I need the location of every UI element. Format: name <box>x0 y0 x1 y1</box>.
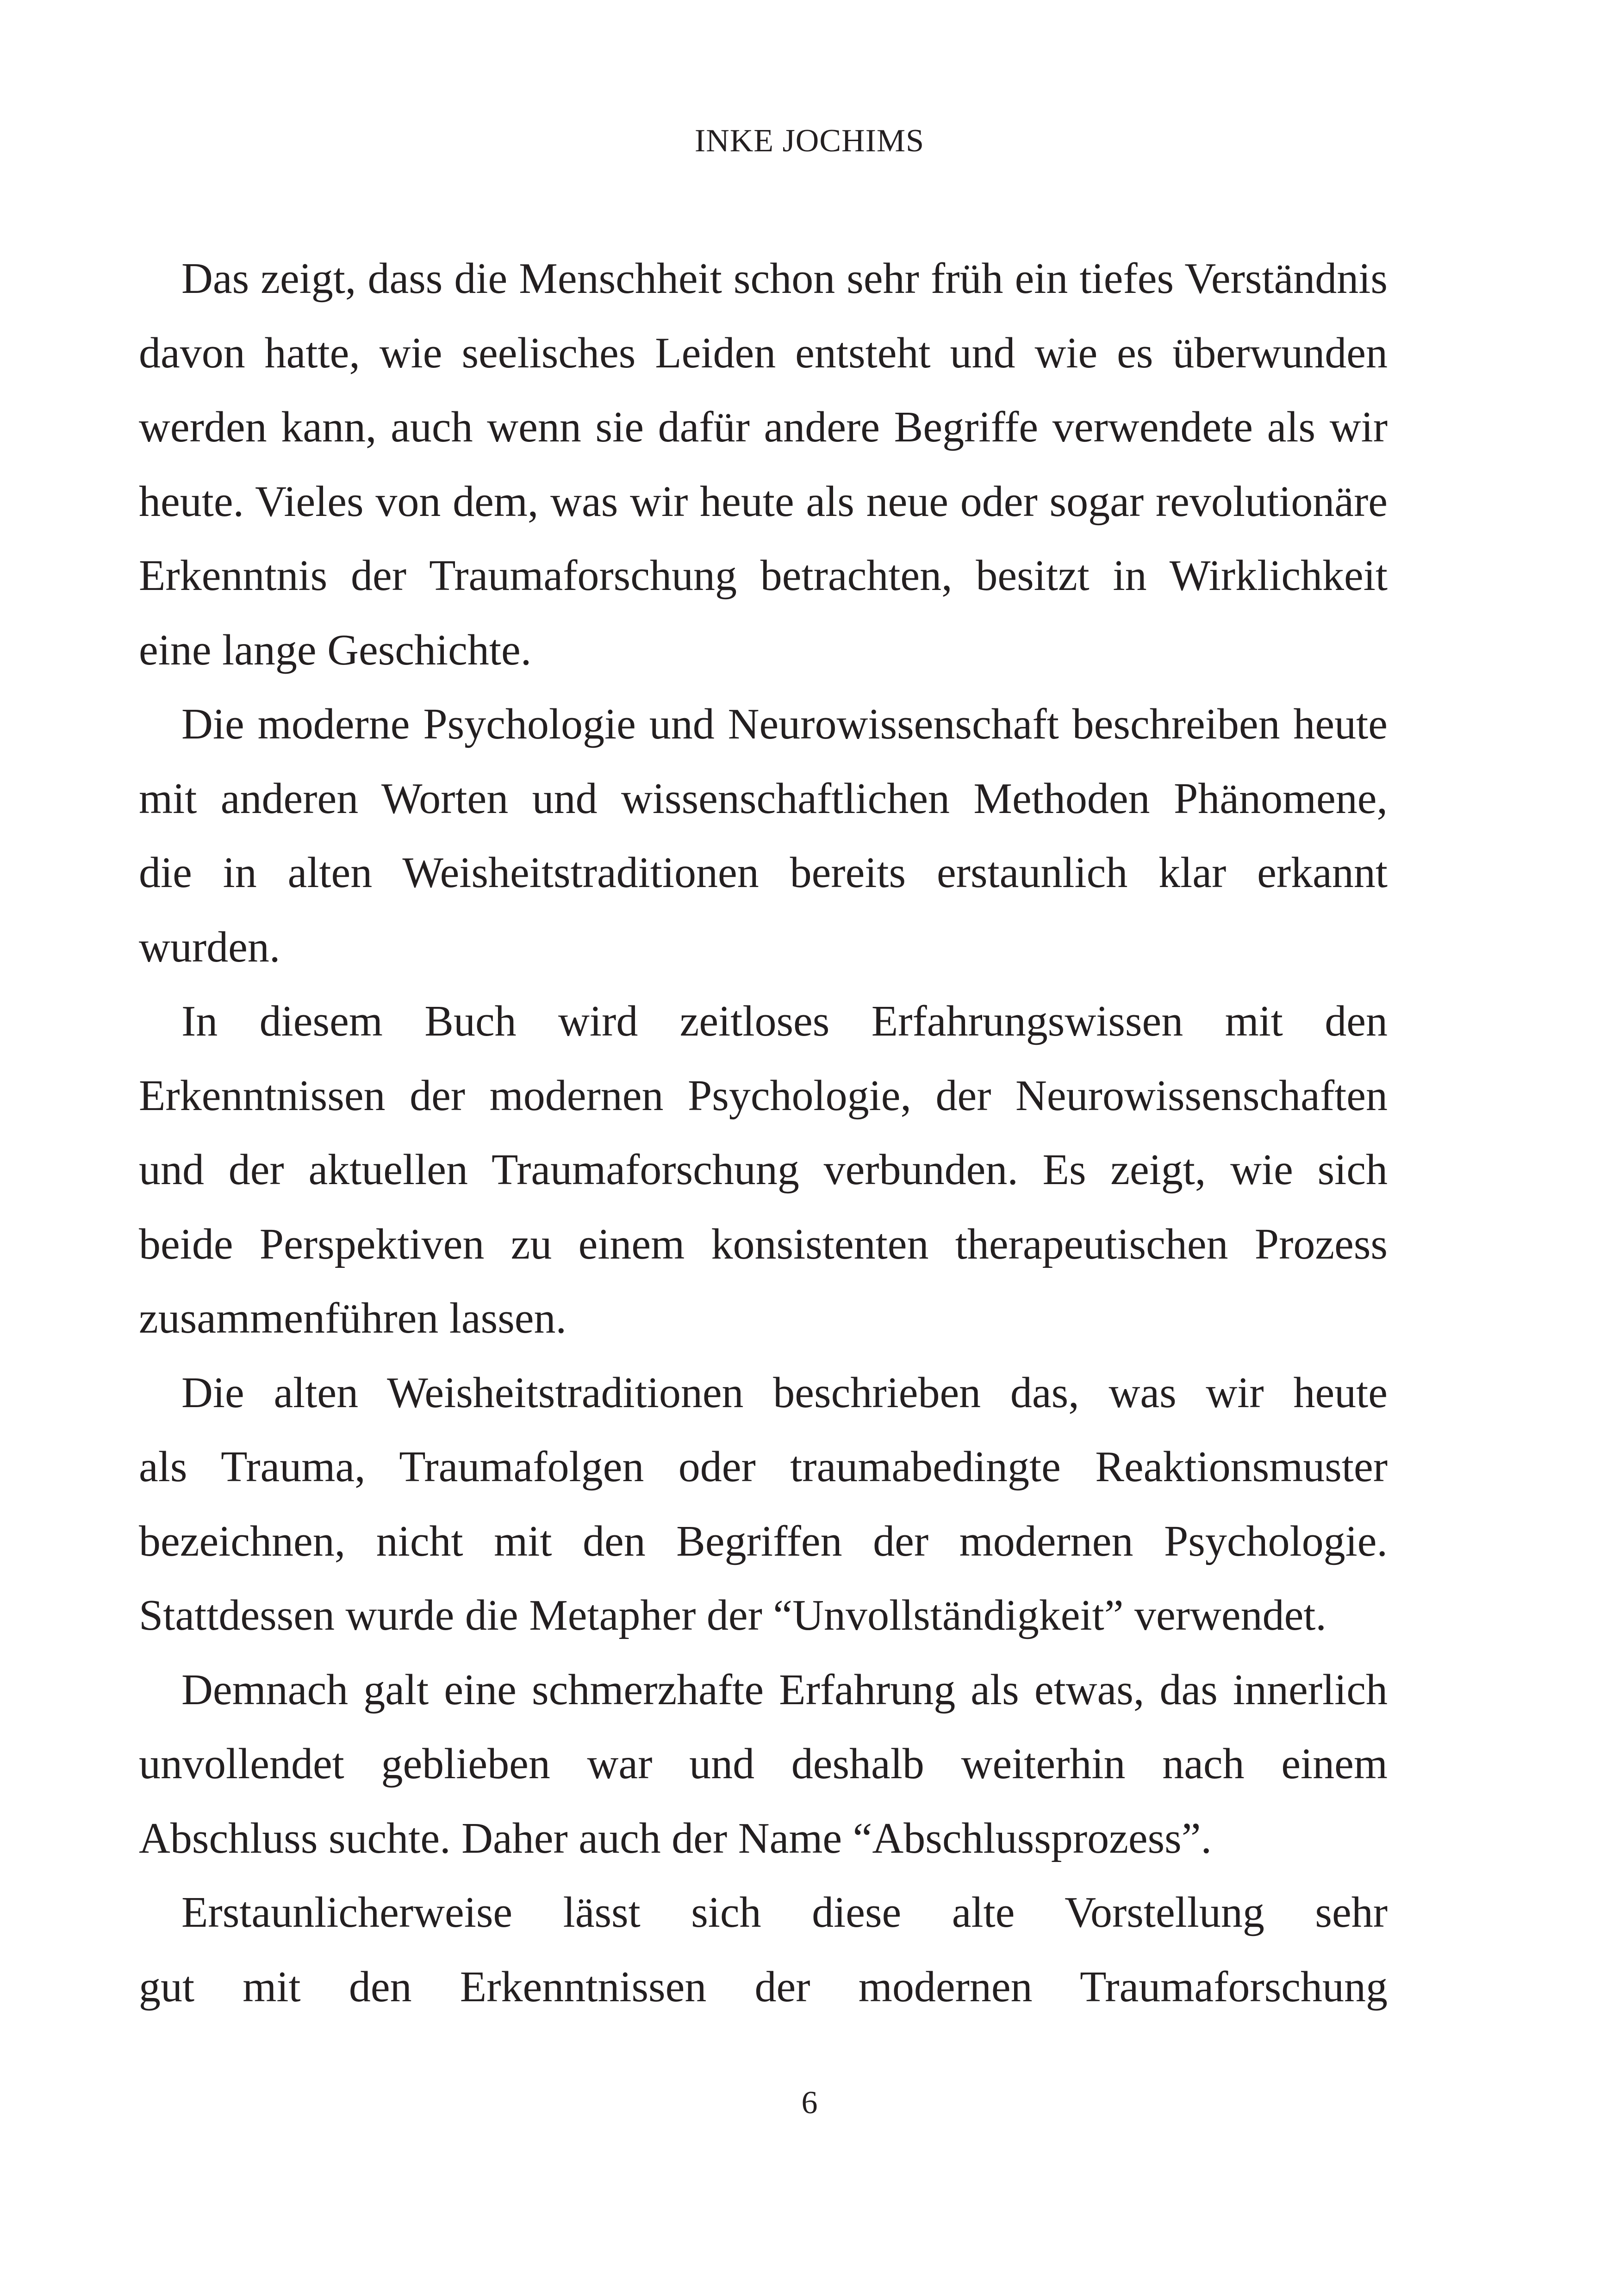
text-line: zusammenführen lassen. <box>139 1294 567 1342</box>
text-line: werden kann, auch wenn sie dafür andere Begriffe verwendete als wir <box>139 403 1388 451</box>
text-line: Die alten Weisheitstraditionen beschrieben das, was wir heute <box>181 1368 1388 1417</box>
text-line: die in alten Weisheitstraditionen bereits erstaunlich klar erkannt <box>139 849 1388 897</box>
text-line: Das zeigt, dass die Menschheit schon sehr früh ein tiefes Verständnis <box>181 254 1388 303</box>
page-number: 6 <box>801 2085 818 2121</box>
text-line: bezeichnen, nicht mit den Begriffen der modernen Psychologie. <box>139 1517 1388 1565</box>
text-line: gut mit den Erkenntnissen der modernen Traumaforschung <box>139 1962 1388 2011</box>
text-line: unvollendet geblieben war und deshalb weiterhin nach einem <box>139 1740 1388 1788</box>
body-text <box>139 242 1388 2024</box>
text-line: Abschluss suchte. Daher auch der Name “Abschlussprozess”. <box>139 1814 1212 1862</box>
text-line: wurden. <box>139 923 280 971</box>
text-line: eine lange Geschichte. <box>139 626 532 674</box>
text-line: Erstaunlicherweise lässt sich diese alte Vorstellung sehr <box>181 1888 1388 1936</box>
text-line: Erkenntnis der Traumaforschung betrachten, besitzt in Wirklichkeit <box>139 552 1388 600</box>
text-line: als Trauma, Traumafolgen oder traumabedingte Reaktionsmuster <box>139 1443 1388 1491</box>
text-line: In diesem Buch wird zeitloses Erfahrungswissen mit den <box>181 997 1388 1045</box>
text-line: beide Perspektiven zu einem konsistenten therapeutischen Prozess <box>139 1220 1388 1268</box>
text-line: mit anderen Worten und wissenschaftlichen Methoden Phänomene, <box>139 774 1388 823</box>
text-line: Stattdessen wurde die Metapher der “Unvollständigkeit” verwendet. <box>139 1591 1326 1639</box>
text-line: und der aktuellen Traumaforschung verbunden. Es zeigt, wie sich <box>139 1146 1388 1194</box>
text-line: Erkenntnissen der modernen Psychologie, der Neurowissenschaften <box>139 1071 1388 1120</box>
text-line: Die moderne Psychologie und Neurowissenschaft beschreiben heute <box>181 700 1388 748</box>
text-line: heute. Vieles von dem, was wir heute als neue oder sogar revolutionäre <box>139 477 1388 526</box>
text-line: Demnach galt eine schmerzhafte Erfahrung als etwas, das innerlich <box>181 1665 1388 1714</box>
text-line: davon hatte, wie seelisches Leiden entsteht und wie es überwunden <box>139 329 1388 377</box>
running-head: INKE JOCHIMS <box>694 123 925 159</box>
